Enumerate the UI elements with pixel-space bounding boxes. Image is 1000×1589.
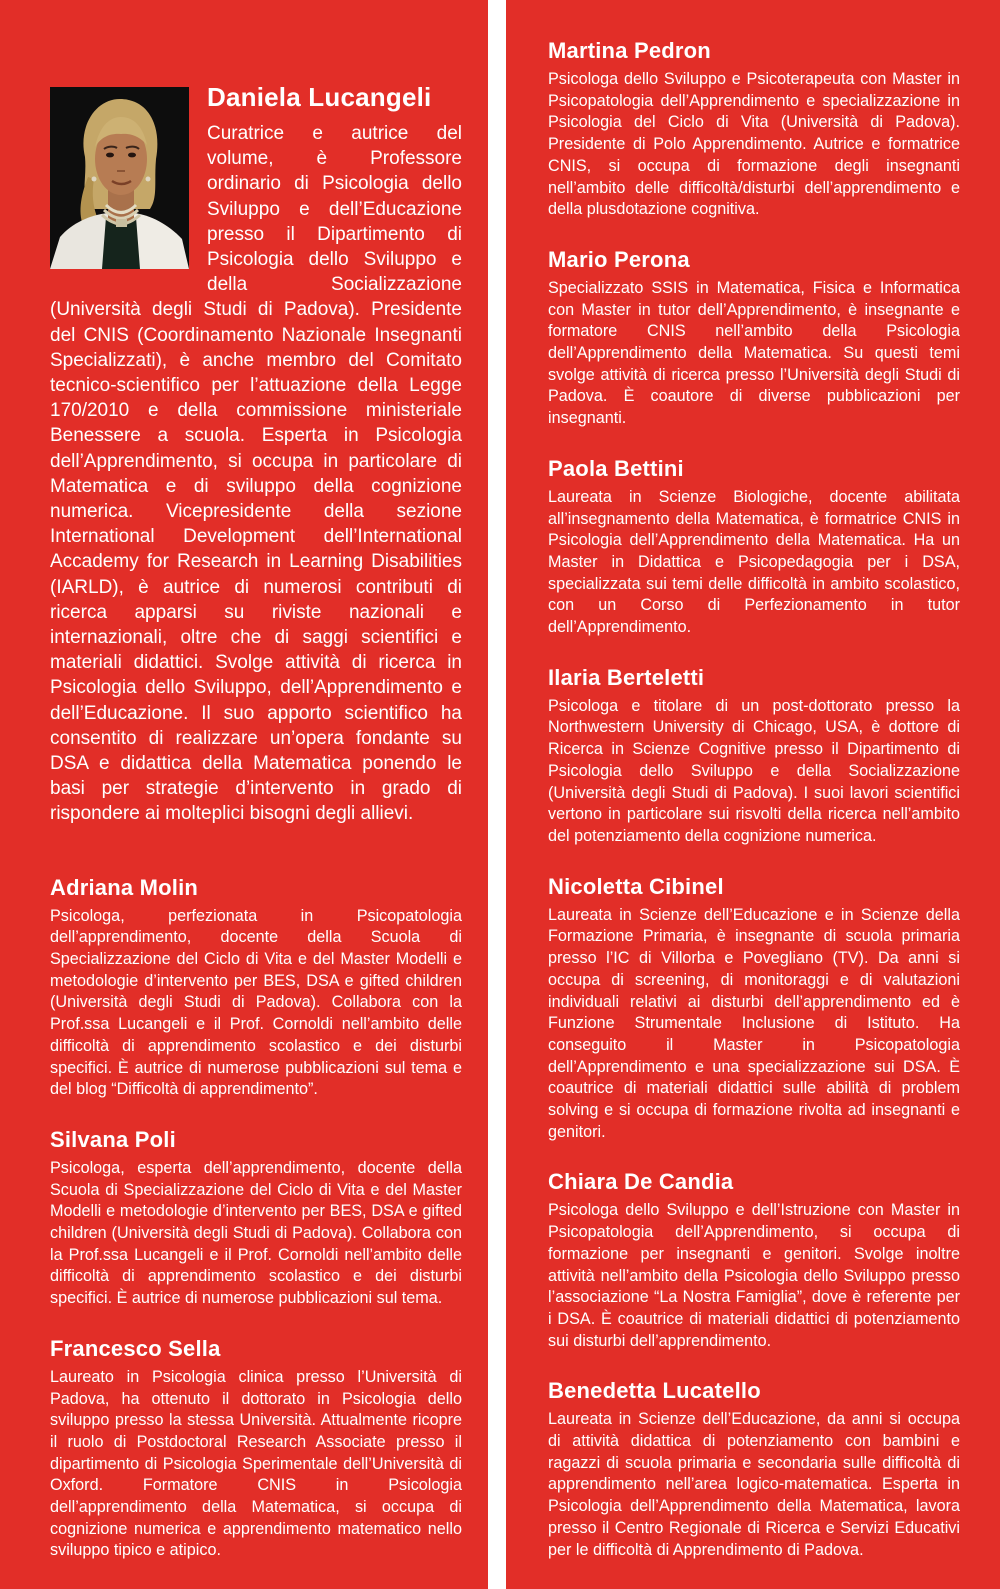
- author-bio-text: Psicologa dello Sviluppo e Psicoterapeuta con Master in Psicopatologia dell’Apprendimento e specializzazione in Psicologia del Ciclo di Vita (Università di Padova). Presidente di Polo Apprendimento. Autrice e formatrice CNIS, si occupa di formazione degli insegnanti nell’ambito delle difficoltà/disturbi dell’apprendimento e della plusdotazione cognitiva.: [548, 70, 960, 219]
- author-section-martina-pedron: [548, 38, 960, 221]
- author-section-featured: [50, 83, 462, 827]
- author-bio-text: Psicologa e titolare di un post-dottorato presso la Northwestern University di Chicago, USA, è dottore di Ricerca in Scienze Cognitive presso il Dipartimento di Psicologia dello Sviluppo e della Socializzazione (Università degli Studi di Padova). I suoi lavori scientifici vertono in particolare sui risvolti della ricerca nell’ambito del potenziamento della cognizione numerica.: [548, 696, 960, 845]
- author-section-paola-bettini: [548, 456, 960, 639]
- author-bio-text: Psicologa dello Sviluppo e dell’Istruzione con Master in Psicopatologia dell’Apprendimento, si occupa di formazione per insegnanti e genitori. Svolge inoltre attività nell’ambito della Psicologia dello Sviluppo presso l’associazione “La Nostra Famiglia”, dove è referente per i DSA. È coautrice di materiali didattici di potenziamento sui disturbi dell’apprendimento.: [548, 1201, 960, 1350]
- author-name-heading: Mario Perona: [548, 246, 690, 272]
- left-earring: [92, 177, 97, 182]
- left-column: [50, 83, 462, 1562]
- author-bio-text: Laureato in Psicologia clinica presso l’Università di Padova, ha ottenuto il dottorato in Psicologia dello sviluppo presso la stessa Università. Attualmente ricopre il ruolo di Postdoctoral Research Associate presso il dipartimento di Psicologia Sperimentale dell’Università di Oxford. Formatore CNIS in Psicologia dell’apprendimento della Matematica, si occupa di cognizione numerica e apprendimento matematico nello sviluppo tipico e atipico.: [50, 1367, 462, 1560]
- right-earring: [146, 177, 151, 182]
- author-name-heading: Martina Pedron: [548, 38, 711, 63]
- author-bio-text: Laureata in Scienze Biologiche, docente abilitata all’insegnamento della Matematica, è formatrice CNIS in Psicologia dell’Apprendimento della Matematica. Ha un Master in Didattica e Psicopedagogia per i DSA, specializzata sui temi delle difficoltà in ambito scolastico, con un Corso di Perfezionamento in tutor dell’Apprendimento.: [548, 487, 960, 637]
- author-section-nicoletta-cibinel: [548, 874, 960, 1144]
- left-eye: [106, 153, 114, 158]
- author-name-heading: Ilaria Berteletti: [548, 664, 705, 690]
- author-section-adriana-molin: [50, 875, 462, 1101]
- author-section-ilaria-berteletti: [548, 665, 960, 848]
- author-bio-text: Psicologa, esperta dell’apprendimento, docente della Scuola di Specializzazione del Ciclo di Vita e del Master Modelli e metodologie d’intervento per BES, DSA e gifted children (Università degli Studi di Padova). Collabora con la Prof.ssa Lucangeli e il Prof. Cornoldi nell’ambito delle difficoltà di apprendimento scolastico e dei disturbi specifici. È autrice di numerose pubblicazioni sul tema.: [50, 1158, 462, 1308]
- author-name-heading: Nicoletta Cibinel: [548, 873, 724, 899]
- author-name-heading: Chiara De Candia: [548, 1169, 734, 1195]
- author-section-mario-perona: [548, 247, 960, 430]
- column-divider: [488, 0, 506, 1589]
- author-name-heading: Francesco Sella: [50, 1335, 221, 1361]
- author-bio-text: Laureata in Scienze dell’Educazione e in Scienze della Formazione Primaria, è insegnante di scuola primaria presso l’IC di Villorba e Povegliano (TV). Da anni si occupa di screening, di monitoraggi e di valutazioni individuali relativi ai disturbi dell’apprendimento ed è Funzione Strumentale Inclusione di Istituto. Ha conseguito il Master in Psicopatologia dell’Apprendimento e una specializzazione sui DSA. È coautrice di materiali didattici sulle abilità di problem solving e si occupa di formazione rivolta ad insegnanti e genitori.: [548, 905, 960, 1141]
- author-bio-text: Curatrice e autrice del volume, è Professore ordinario di Psicologia dello Sviluppo e dell’Educazione presso il Dipartimento di Psicologia dello Sviluppo e della Socializzazione (Università degli Studi di Padova). Presidente del CNIS (Coordinamento Nazionale Insegnanti Specializzati), è anche membro del Comitato tecnico-scientifico per l’attuazione della Legge 170/2010 e della commissione ministeriale Benessere a scuola. Esperta in Psicologia dell’Apprendimento, si occupa in particolare di Matematica e di sviluppo della cognizione numerica. Vicepresidente della sezione International Development dell’International Accademy for Research in Learning Disabilities (IARLD), è autrice di numerosi contributi di ricerca apparsi su riviste nazionali e internazionali, oltre che di saggi scientifici e materiali didattici. Svolge attività di ricerca in Psicologia dello Sviluppo, dell’Apprendimento e dell’Educazione. Il suo apporto scientifico ha consentito di realizzare un’opera fondante su DSA e didattica della Matematica ponendo le basi per strategie d’intervento in grado di rispondere ai molteplici bisogni degli allievi.: [50, 122, 462, 825]
- author-photo: [50, 87, 189, 269]
- author-bio-text: Specializzato SSIS in Matematica, Fisica e Informatica con Master in tutor dell’Apprendimento, è insegnante e formatore CNIS nell’ambito della Psicologia dell’Apprendimento della Matematica. Su questi temi svolge attività di ricerca presso l’Università degli Studi di Padova. È coautore di diverse pubblicazioni per insegnanti.: [548, 278, 960, 428]
- author-section-silvana-poli: [50, 1127, 462, 1310]
- author-name-heading: Adriana Molin: [50, 874, 199, 900]
- right-eye: [128, 153, 136, 158]
- author-bio-text: Laureata in Scienze dell’Educazione, da anni si occupa di attività didattica di potenziamento con bambini e ragazzi di scuola primaria e secondaria sulle difficoltà di apprendimento nell’area logico-matematica. Esperta in Psicologia dell’Apprendimento della Matematica, lavora presso il Centro Regionale di Ricerca e Servizi Educativi per le difficoltà di Apprendimento di Padova.: [548, 1410, 960, 1559]
- right-column: [548, 38, 960, 1561]
- necklace-pendant: [116, 219, 127, 227]
- author-section-benedetta-lucatello: [548, 1378, 960, 1561]
- author-section-francesco-sella: [50, 1336, 462, 1562]
- author-bio-text: Psicologa, perfezionata in Psicopatologia dell’apprendimento, docente della Scuola di Specializzazione del Ciclo di Vita e del Master Modelli e metodologie d’intervento per BES, DSA e gifted children (Università degli Studi di Padova). Collabora con la Prof.ssa Lucangeli e il Prof. Cornoldi nell’ambito delle difficoltà di apprendimento scolastico e dei disturbi specifici. È autrice di numerose pubblicazioni sul tema e del blog “Difficoltà di apprendimento”.: [50, 906, 462, 1099]
- author-name-heading: Silvana Poli: [50, 1126, 176, 1152]
- author-name-heading: Daniela Lucangeli: [207, 82, 432, 112]
- author-section-chiara-de-candia: [548, 1169, 960, 1352]
- author-name-heading: Benedetta Lucatello: [548, 1378, 761, 1404]
- author-name-heading: Paola Bettini: [548, 455, 684, 481]
